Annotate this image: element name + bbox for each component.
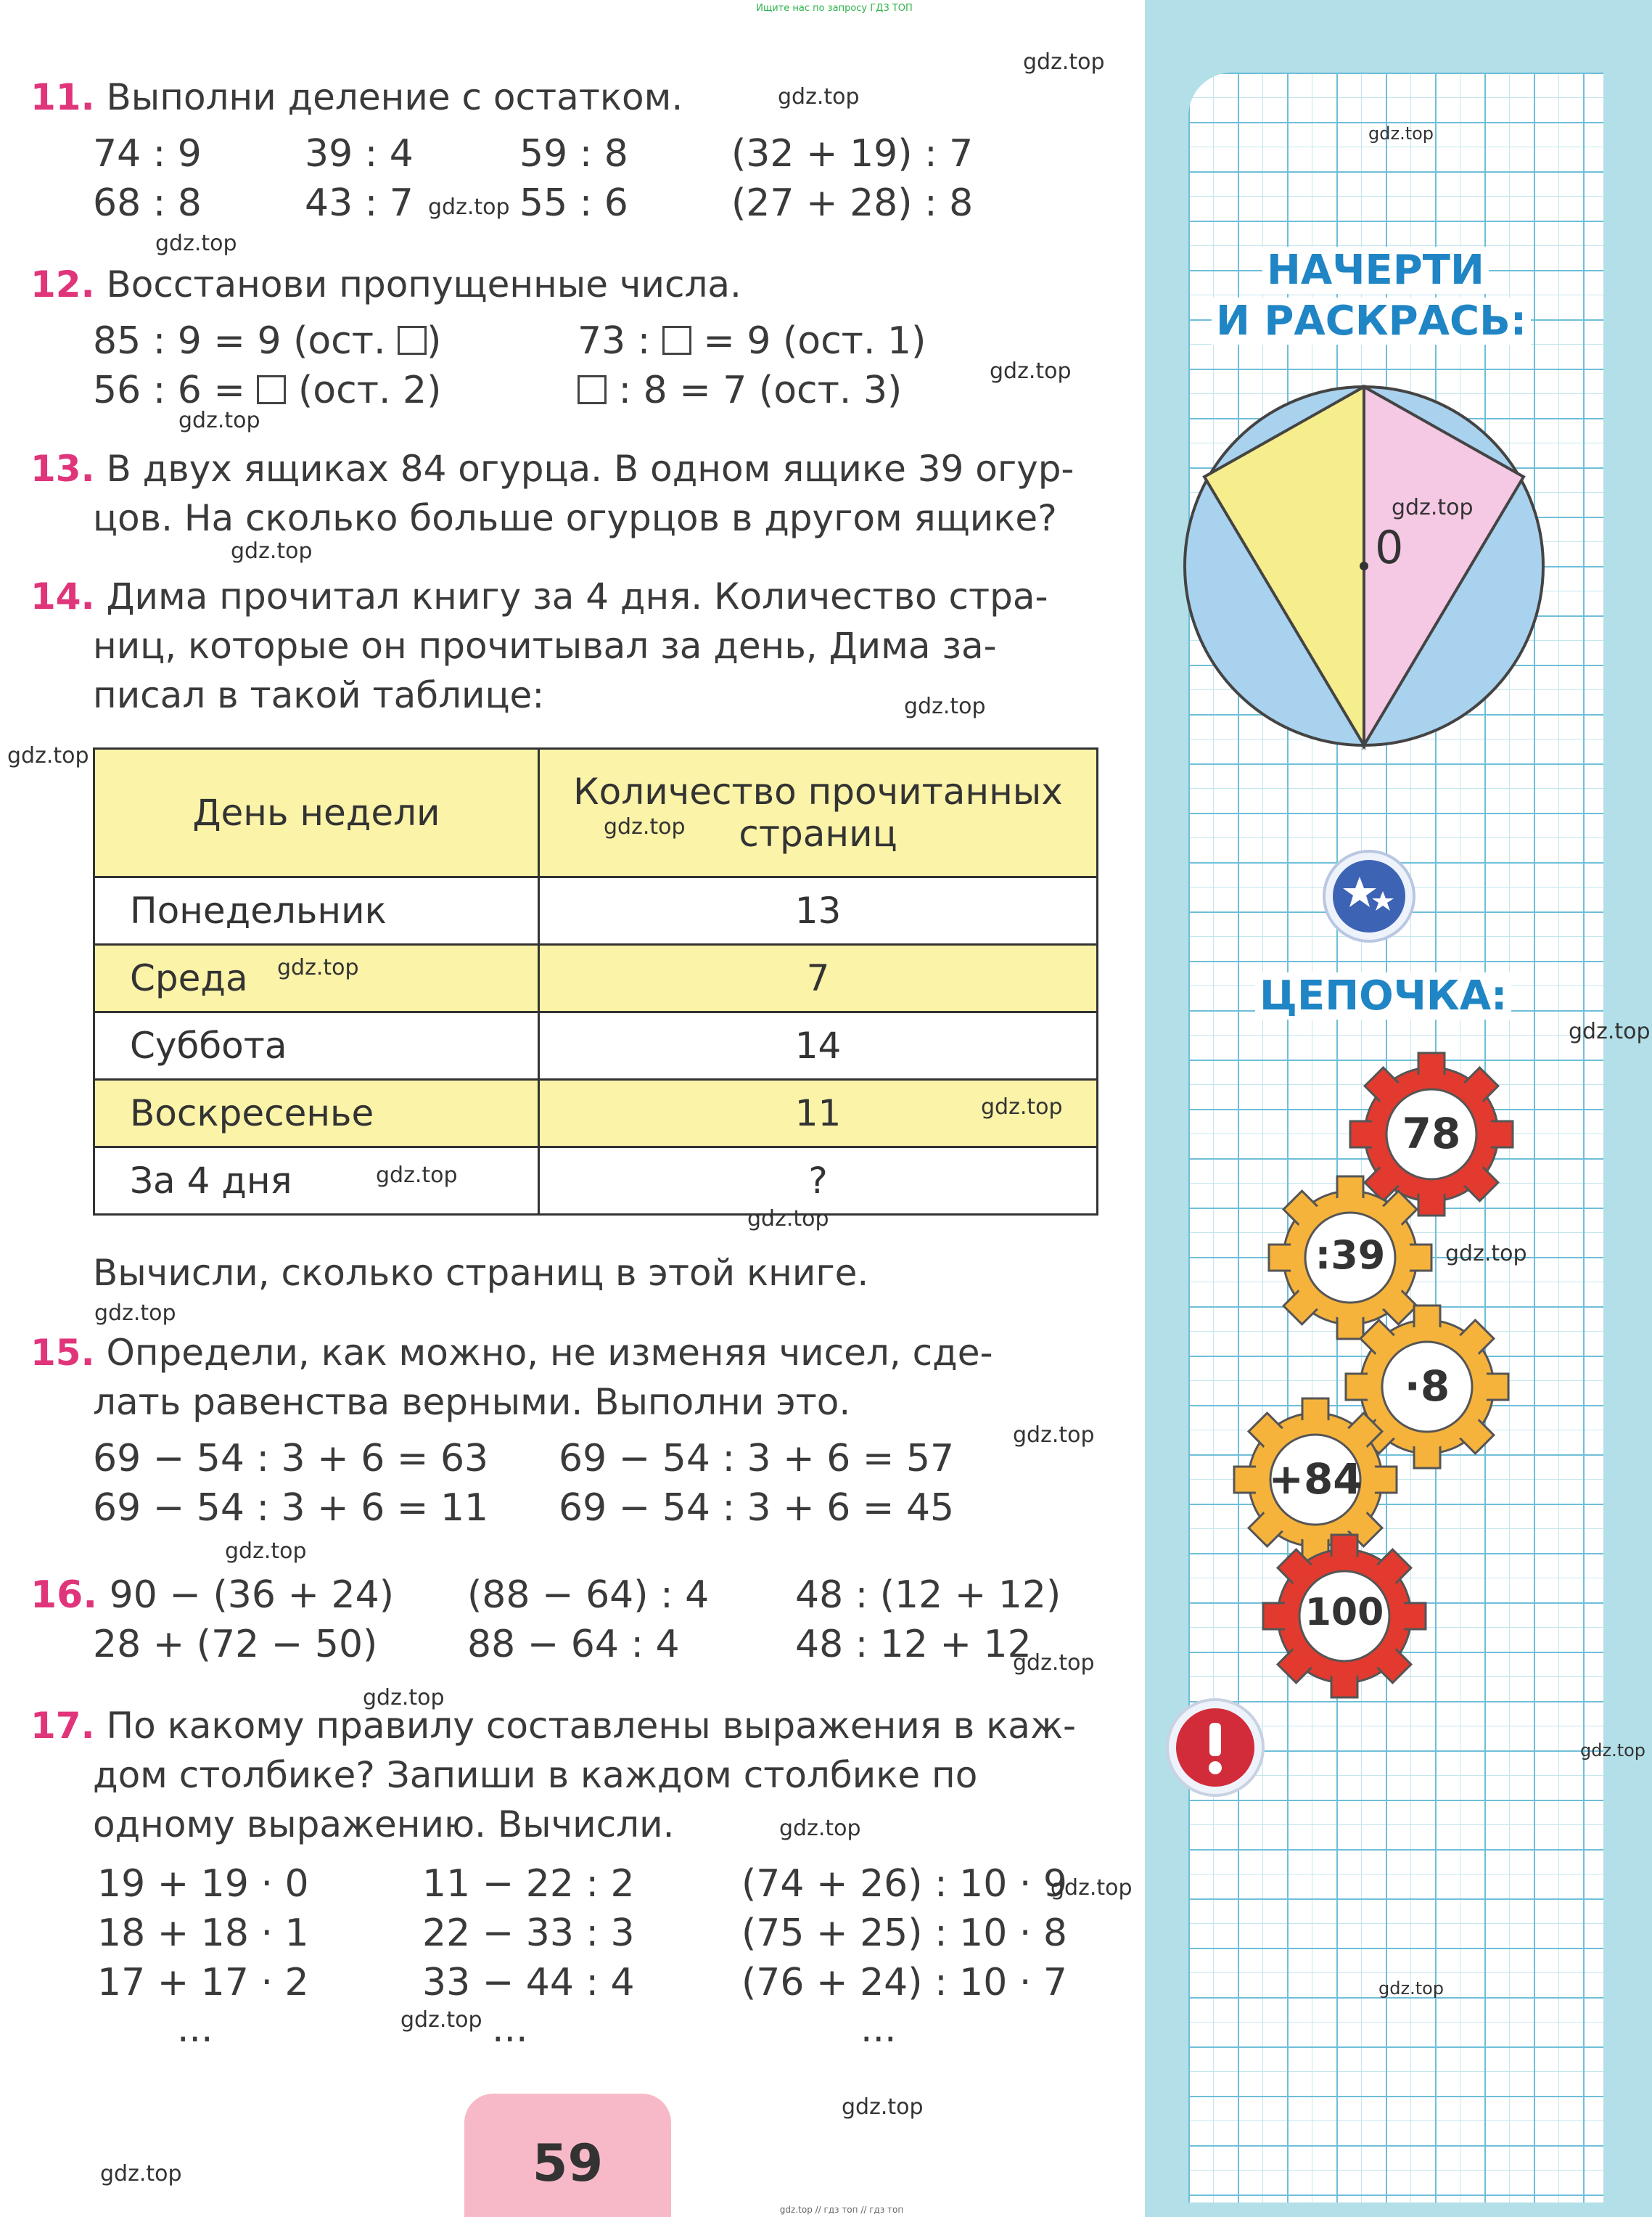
task-12-heading: 12. Восстанови пропущенные числа. bbox=[30, 263, 741, 306]
watermark: gdz.top bbox=[1013, 1650, 1095, 1676]
gear-label: 78 bbox=[1402, 1109, 1461, 1158]
center-label: 0 bbox=[1375, 521, 1404, 574]
task-17-expr: 18 + 18 · 1 bbox=[97, 1911, 309, 1955]
task-17-expr: 22 − 33 : 3 bbox=[422, 1911, 635, 1955]
gear-label: ·8 bbox=[1404, 1361, 1450, 1411]
task-13-line1: 13. В двух ящиках 84 огурца. В одном ящике 39 огур- bbox=[30, 448, 1074, 490]
task-11-expr: 68 : 8 bbox=[93, 181, 202, 225]
table-header-pages: Количество прочитанных страниц bbox=[539, 749, 1098, 877]
table-row: Понедельник 13 bbox=[94, 877, 1098, 945]
task-17-expr: (75 + 25) : 10 · 8 bbox=[741, 1911, 1067, 1955]
exclamation-badge-icon bbox=[1164, 1697, 1266, 1798]
task-15-expr: 69 − 54 : 3 + 6 = 45 bbox=[559, 1486, 955, 1530]
task-11-expr: (32 + 19) : 7 bbox=[731, 132, 974, 176]
watermark: gdz.top bbox=[363, 1685, 445, 1710]
task-17-ellipsis: ... bbox=[860, 2007, 897, 2051]
blank-box bbox=[257, 375, 286, 404]
blank-box bbox=[578, 375, 607, 404]
task-14-after: Вычисли, сколько страниц в этой книге. bbox=[93, 1252, 869, 1294]
gear-label: +84 bbox=[1268, 1454, 1363, 1504]
table-row: Среда 7 bbox=[94, 945, 1098, 1012]
task-17-expr: 33 − 44 : 4 bbox=[422, 1961, 635, 2004]
watermark: gdz.top bbox=[100, 2161, 182, 2187]
task-11-heading: 11. Выполни деление с остатком. bbox=[30, 76, 683, 118]
page-number-tab bbox=[464, 2094, 671, 2217]
watermark: gdz.top bbox=[981, 1094, 1063, 1120]
task-12-b: 73 : = 9 (ост. 1) bbox=[578, 319, 926, 363]
stars-badge-icon bbox=[1322, 849, 1416, 943]
task-17-expr: (76 + 24) : 10 · 7 bbox=[741, 1961, 1067, 2004]
watermark: gdz.top bbox=[842, 2094, 924, 2120]
task-11-expr: 39 : 4 bbox=[305, 132, 414, 176]
task-14-line1: 14. Дима прочитал книгу за 4 дня. Количество стра- bbox=[30, 575, 1048, 618]
task-16-expr: 28 + (72 − 50) bbox=[93, 1623, 378, 1666]
watermark: gdz.top bbox=[747, 1206, 829, 1232]
watermark: gdz.top bbox=[155, 231, 237, 256]
task-17-ellipsis: ... bbox=[492, 2007, 528, 2051]
watermark: gdz.top bbox=[904, 694, 986, 719]
blank-box bbox=[398, 326, 427, 355]
chain-title: ЦЕПОЧКА: bbox=[1255, 972, 1511, 1020]
table-row: За 4 дня ? bbox=[94, 1147, 1098, 1215]
task-16-expr: (88 − 64) : 4 bbox=[467, 1573, 710, 1617]
watermark: gdz.top bbox=[1013, 1422, 1095, 1448]
watermark: gdz.top bbox=[277, 955, 359, 980]
task-17-expr: 11 − 22 : 2 bbox=[422, 1862, 635, 1906]
draw-title-line1: НАЧЕРТИ bbox=[1262, 247, 1489, 294]
task-13-line2: цов. На сколько больше огурцов в другом ящике? bbox=[93, 497, 1057, 539]
task-15-expr: 69 − 54 : 3 + 6 = 63 bbox=[93, 1437, 489, 1480]
task-12-c: 56 : 6 = (ост. 2) bbox=[93, 369, 442, 412]
task-17-line3: одному выражению. Вычисли. bbox=[93, 1803, 675, 1845]
bottom-note: gdz.top // гдз топ // гдз топ bbox=[779, 2205, 904, 2215]
watermark: gdz.top bbox=[1392, 495, 1474, 520]
draw-title-line2: И РАСКРАСЬ: bbox=[1212, 298, 1531, 345]
task-11-expr: (27 + 28) : 8 bbox=[731, 181, 974, 225]
task-15-expr: 69 − 54 : 3 + 6 = 57 bbox=[559, 1437, 955, 1480]
watermark: gdz.top bbox=[428, 194, 510, 220]
watermark: gdz.top bbox=[1023, 49, 1105, 75]
watermark: gdz.top bbox=[7, 743, 89, 769]
table-header-row bbox=[94, 749, 1098, 877]
task-17-expr: 17 + 17 · 2 bbox=[97, 1961, 309, 2004]
watermark: gdz.top bbox=[225, 1538, 307, 1564]
task-12-a: 85 : 9 = 9 (ост. ) bbox=[93, 319, 442, 363]
task-17-line1: 17. По какому правилу составлены выражения в каж- bbox=[30, 1705, 1077, 1747]
watermark: gdz.top bbox=[1051, 1875, 1133, 1901]
task-11-expr: 55 : 6 bbox=[519, 181, 628, 225]
task-15-expr: 69 − 54 : 3 + 6 = 11 bbox=[93, 1486, 489, 1530]
task-16-expr: 16. 90 − (36 + 24) bbox=[30, 1573, 394, 1617]
task-11-expr: 43 : 7 bbox=[305, 181, 414, 225]
watermark: gdz.top bbox=[779, 1816, 861, 1841]
task-17-expr: 19 + 19 · 0 bbox=[97, 1862, 309, 1906]
watermark: gdz.top bbox=[604, 814, 686, 840]
table-row: Суббота 14 bbox=[94, 1012, 1098, 1080]
watermark: gdz.top bbox=[400, 2007, 482, 2033]
task-14-line2: ниц, которые он прочитывал за день, Дима за- bbox=[93, 625, 997, 667]
page-number: 59 bbox=[532, 2134, 604, 2193]
blank-box bbox=[662, 326, 691, 355]
watermark: gdz.top bbox=[376, 1163, 458, 1188]
watermark: gdz.top bbox=[778, 84, 860, 110]
task-17-line2: дом столбике? Запиши в каждом столбике по bbox=[93, 1754, 978, 1796]
reading-table bbox=[93, 747, 1098, 1216]
task-15-line2: лать равенства верными. Выполни это. bbox=[93, 1381, 851, 1423]
watermark: gdz.top bbox=[1445, 1241, 1527, 1266]
task-15-line1: 15. Определи, как можно, не изменяя чисел, сде- bbox=[30, 1332, 993, 1374]
top-note: Ищите нас по запросу ГДЗ ТОП bbox=[756, 3, 913, 14]
task-14-line3: писал в такой таблице: bbox=[93, 674, 545, 716]
center-dot bbox=[1360, 562, 1368, 570]
watermark: gdz.top bbox=[94, 1300, 176, 1326]
table-header-day: День недели bbox=[94, 749, 539, 877]
table-row: Воскресенье 11 bbox=[94, 1080, 1098, 1147]
task-11-expr: 59 : 8 bbox=[519, 132, 628, 176]
gear-label: 100 bbox=[1304, 1591, 1384, 1634]
watermark: gdz.top bbox=[990, 358, 1072, 384]
gear-label: :39 bbox=[1315, 1232, 1386, 1278]
task-16-expr: 48 : (12 + 12) bbox=[795, 1573, 1061, 1617]
kite-in-circle-drawing bbox=[1183, 385, 1560, 762]
watermark: gdz.top bbox=[1580, 1740, 1646, 1761]
task-17-ellipsis: ... bbox=[177, 2007, 213, 2051]
watermark: gdz.top bbox=[231, 538, 313, 564]
task-16-expr: 48 : 12 + 12 bbox=[795, 1623, 1032, 1666]
task-11-expr: 74 : 9 bbox=[93, 132, 202, 176]
watermark: gdz.top bbox=[178, 408, 260, 433]
task-17-expr: (74 + 26) : 10 · 9 bbox=[741, 1862, 1067, 1906]
watermark: gdz.top bbox=[1368, 123, 1434, 144]
watermark: gdz.top bbox=[1378, 1978, 1445, 1999]
task-16-expr: 88 − 64 : 4 bbox=[467, 1623, 680, 1666]
watermark: gdz.top bbox=[1569, 1019, 1651, 1044]
task-12-d: : 8 = 7 (ост. 3) bbox=[578, 366, 902, 415]
